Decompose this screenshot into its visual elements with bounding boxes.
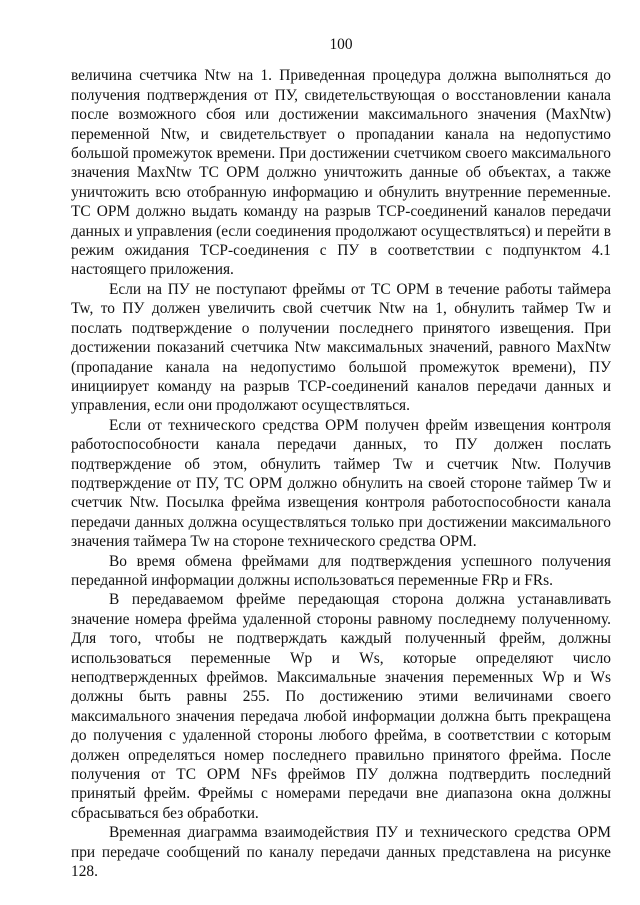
- paragraph: Во время обмена фреймами для подтверждения успешного получения переданной информации должны использоваться переменные FRp и FRs.: [71, 552, 611, 589]
- page-number: 100: [329, 36, 353, 53]
- paragraph: величина счетчика Ntw на 1. Приведенная процедура должна выполняться до получения подтверждения от ПУ, свидетельствующая о восстановлении канала после возможного сбоя или достижении максимального значения (MaxNtw) переменной Ntw, и свидетельствует о пропадании канала на недопустимо большой промежуток времени. При достижении счетчиком своего максимального значения MaxNtw ТС ОРМ должно уничтожить данные об объектах, а также уничтожить всю отобранную информацию и обнулить внутренние переменные. ТС ОРМ должно выдать команду на разрыв ТСР-соединений каналов передачи данных и управления (если соединения продолжают осуществляться) и перейти в режим ожидания ТСР-соединения с ПУ в соответствии с подпунктом 4.1 настоящего приложения.: [71, 67, 611, 279]
- document-body: [71, 66, 611, 881]
- paragraph: Если на ПУ не поступают фреймы от ТС ОРМ в течение работы таймера Tw, то ПУ должен увеличить свой счетчик Ntw на 1, обнулить таймер Tw и послать подтверждение о получении последнего принятого извещения. При достижении показаний счетчика Ntw максимальных значений, равного MaxNtw (пропадание канала на недопустимо большой промежуток времени), ПУ инициирует команду на разрыв ТСР-соединений каналов передачи данных и управления, если они продолжают осуществляться.: [71, 280, 611, 415]
- paragraph: Временная диаграмма взаимодействия ПУ и технического средства ОРМ при передаче сообщений по каналу передачи данных представлена на рисунке 128.: [71, 824, 611, 881]
- paragraph: Если от технического средства ОРМ получен фрейм извещения контроля работоспособности канала передачи данных, то ПУ должен послать подтверждение об этом, обнулить таймер Tw и счетчик Ntw. Получив подтверждение от ПУ, ТС ОРМ должно обнулить на своей стороне таймер Tw и счетчик Ntw. Посылка фрейма извещения контроля работоспособности канала передачи данных должна осуществляться только при достижении максимального значения таймера Tw на стороне технического средства ОРМ.: [71, 416, 611, 551]
- paragraph: В передаваемом фрейме передающая сторона должна устанавливать значение номера фрейма удаленной стороны равному последнему полученному. Для того, чтобы не подтверждать каждый полученный фрейм, должны использоваться переменные Wp и Ws, которые определяют число неподтвержденных фреймов. Максимальные значения переменных Wp и Ws должны быть равны 255. По достижению этими величинами своего максимального значения передача любой информации должна быть прекращена до получения с удаленной стороны любого фрейма, в соответствии с которым должен определяться номер последнего правильно принятого фрейма. После получения от ТС ОРМ NFs фреймов ПУ должна подтвердить последний принятый фрейм. Фреймы с номерами передачи вне диапазона окна должны сбрасываться без обработки.: [71, 591, 611, 822]
- document-page: [71, 35, 611, 881]
